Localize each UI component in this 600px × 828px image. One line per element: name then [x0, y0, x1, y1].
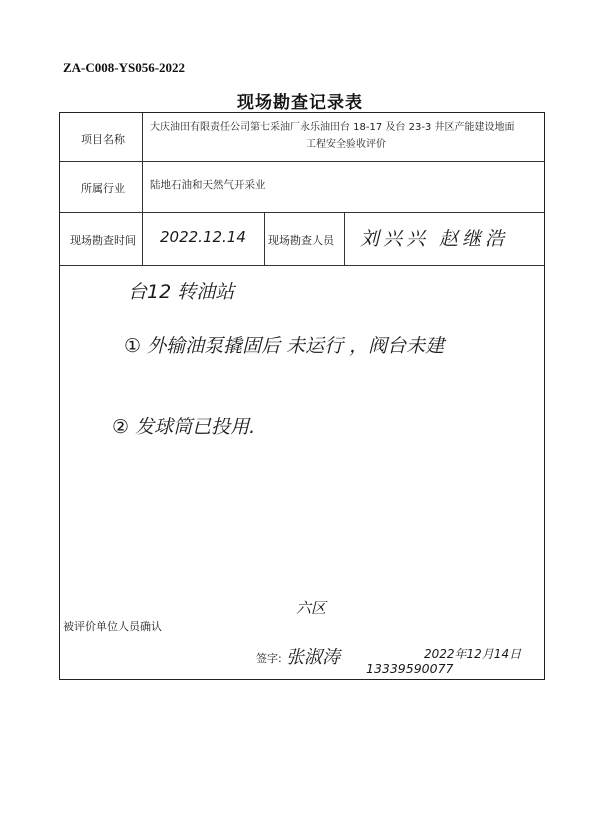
project-name-line1: 大庆油田有限责任公司第七采油厂永乐油田台 18-17 及台 23-3 井区产能建设地面	[150, 122, 515, 133]
page-title: 现场勘查记录表	[237, 93, 363, 113]
row-divider	[60, 161, 544, 162]
industry-value: 陆地石油和天然气开采业	[150, 179, 266, 191]
signer-phone: 13339590077	[366, 661, 454, 676]
column-divider	[264, 212, 265, 265]
sign-label: 签字:	[256, 652, 282, 665]
confirm-mark: 六区	[296, 599, 327, 617]
row-divider	[60, 265, 544, 266]
signer-signature: 张淑涛	[286, 647, 340, 668]
column-divider	[344, 212, 345, 265]
surveyor-signatures: 刘兴兴 赵继浩	[360, 228, 509, 250]
sign-date: 2022年12月14日	[424, 647, 522, 661]
industry-label: 所属行业	[81, 182, 125, 195]
survey-record-form	[59, 112, 545, 680]
project-name-line2: 工程安全验收评价	[306, 139, 386, 150]
confirm-label: 被评价单位人员确认	[63, 620, 162, 633]
surveyor-label: 现场勘查人员	[268, 234, 334, 247]
survey-time-label: 现场勘查时间	[70, 234, 136, 247]
note-line: ① 外输油泵撬固后 未运行 ，阀台未建	[124, 335, 445, 357]
project-name-label: 项目名称	[81, 133, 125, 146]
row-divider	[60, 212, 544, 213]
note-line: 台12 转油站	[128, 281, 235, 303]
document-code: ZA-C008-YS056-2022	[63, 60, 186, 75]
column-divider	[142, 113, 143, 265]
note-line: ② 发球筒已投用.	[112, 416, 256, 438]
survey-time-value: 2022.12.14	[160, 228, 246, 246]
